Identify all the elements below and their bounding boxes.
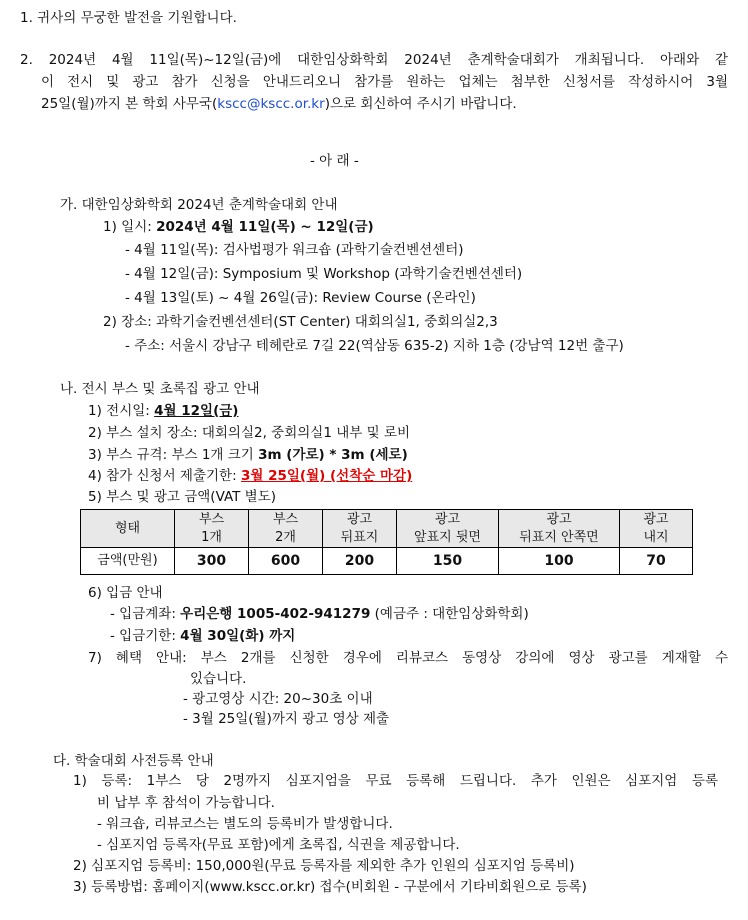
value-ad-back-inside: 100 (499, 548, 620, 575)
na-booth-size: 3) 부스 규격: 부스 1개 크기 3m (가로) * 3m (세로) (88, 447, 408, 463)
header-ad-back-cover: 광고 뒤표지 (323, 510, 397, 548)
da-registration-sub-2: - 심포지엄 등록자(무료 포함)에게 초록집, 식권을 제공합니다. (97, 837, 460, 853)
fee-table-header-row (81, 510, 693, 548)
row-label-amount: 금액(만원) (81, 548, 175, 575)
header-booth-2: 부스 2개 (249, 510, 323, 548)
da-registration-cont: 비 납부 후 참석이 가능합니다. (97, 795, 275, 811)
na-payment-account: - 입금계좌: 우리은행 1005-402-941279 (예금주 : 대한임상화학회) (110, 606, 529, 622)
ga-schedule-item-2: - 4월 12일(금): Symposium 및 Workshop (과학기술컨벤션센터) (125, 266, 523, 282)
paragraph-1: 1. 귀사의 무궁한 발전을 기원합니다. (20, 10, 237, 26)
header-ad-inner-page: 광고 내지 (620, 510, 693, 548)
header-ad-front-inside: 광고 앞표지 뒷면 (397, 510, 499, 548)
fee-table (80, 509, 693, 575)
value-ad-back-cover: 200 (323, 548, 397, 575)
header-type: 형태 (81, 510, 175, 548)
na-payment-due: - 입금기한: 4월 30일(화) 까지 (110, 628, 296, 644)
na-benefit-cont: 있습니다. (190, 671, 247, 687)
na-benefit-sub-2: - 3월 25일(월)까지 광고 영상 제출 (183, 711, 390, 727)
paragraph-2-line-1: 2. 2024년 4월 11일(목)~12일(금)에 대한임상화학회 2024년 춘계학술대회가 개최됩니다. 아래와 같 (20, 52, 728, 68)
ga-place: 2) 장소: 과학기술컨벤션센터(ST Center) 대회의실1, 중회의실2,3 (103, 314, 498, 330)
ga-address: - 주소: 서울시 강남구 테헤란로 7길 22(역삼동 635-2) 지하 1층 (강남역 12번 출구) (125, 338, 624, 354)
section-ga-title: 가. 대한임상화학회 2024년 춘계학술대회 안내 (60, 197, 338, 213)
section-da-title: 다. 학술대회 사전등록 안내 (53, 753, 214, 769)
ga-date: 1) 일시: 2024년 4월 11일(목) ~ 12일(금) (103, 219, 374, 235)
da-fee: 2) 심포지엄 등록비: 150,000원(무료 등록자를 제외한 추가 인원의 심포지엄 등록비) (73, 858, 575, 874)
value-ad-inner-page: 70 (620, 548, 693, 575)
da-method: 3) 등록방법: 홈페이지(www.kscc.or.kr) 접수(비회원 - 구분에서 기타비회원으로 등록) (73, 879, 587, 895)
section-divider-title: - 아 래 - (310, 153, 359, 169)
contact-email-link[interactable]: kscc@kscc.or.kr (217, 96, 325, 112)
value-ad-front-inside: 150 (397, 548, 499, 575)
header-ad-back-inside: 광고 뒤표지 안쪽면 (499, 510, 620, 548)
na-deadline: 4) 참가 신청서 제출기한: 3월 25일(월) (선착순 마감) (88, 468, 413, 484)
da-registration-sub-1: - 워크숍, 리뷰코스는 별도의 등록비가 발생합니다. (97, 816, 393, 832)
na-booth-location: 2) 부스 설치 장소: 대회의실2, 중회의실1 내부 및 로비 (88, 425, 410, 441)
paragraph-2-line-2: 이 전시 및 광고 참가 신청을 안내드리오니 참가를 원하는 업체는 첨부한 신청서를 작성하시어 3월 (41, 74, 728, 90)
na-fee-caption: 5) 부스 및 광고 금액(VAT 별도) (88, 489, 277, 505)
ga-schedule-item-3: - 4월 13일(토) ~ 4월 26일(금): Review Course (온라인) (125, 290, 476, 306)
da-registration: 1) 등록: 1부스 당 2명까지 심포지엄을 무료 등록해 드립니다. 추가 인원은 심포지엄 등록 (73, 773, 718, 789)
section-na-title: 나. 전시 부스 및 초록집 광고 안내 (60, 381, 260, 397)
ga-schedule-item-1: - 4월 11일(목): 검사법평가 워크숍 (과학기술컨벤션센터) (125, 242, 464, 258)
paragraph-2-line-3: 25일(월)까지 본 학회 사무국(kscc@kscc.or.kr)으로 회신하여 주시기 바랍니다. (41, 96, 517, 112)
fee-table-value-row (81, 548, 693, 575)
na-exhibition-date: 1) 전시일: 4월 12일(금) (88, 403, 239, 419)
deadline-highlight: 3월 25일(월) (선착순 마감) (240, 468, 413, 484)
na-benefit-sub-1: - 광고영상 시간: 20~30초 이내 (183, 691, 373, 707)
value-booth-2: 600 (249, 548, 323, 575)
na-benefit: 7) 혜택 안내: 부스 2개를 신청한 경우에 리뷰코스 동영상 강의에 영상 광고를 게재할 수 (88, 650, 728, 666)
value-booth-1: 300 (175, 548, 249, 575)
header-booth-1: 부스 1개 (175, 510, 249, 548)
na-payment-title: 6) 입금 안내 (88, 585, 163, 601)
